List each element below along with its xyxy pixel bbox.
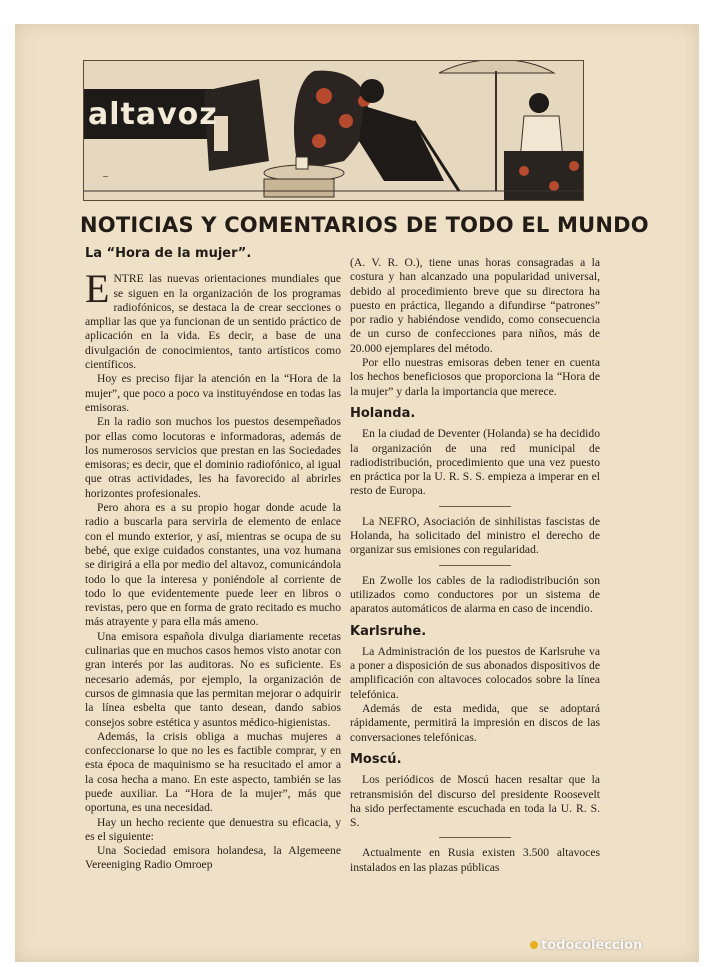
watermark-text: todocoleccion <box>541 938 643 953</box>
paragraph: En la radio son muchos los puestos desempeñados por ellas como locutoras e informadoras, además de los numerosos servicios que prestan en las Sociedades emisoras; es decir, que el dominio radiofónico, al igual que otras actividades, les ha favorecido al abrirles horizontes profesionales. <box>85 415 341 500</box>
section-heading-hora-mujer: La “Hora de la mujer”. <box>85 246 252 261</box>
paragraph: Por ello nuestras emisoras deben tener en cuenta los hechos beneficiosos que proporciona la “Hora de la mujer” y darla la importancia que merece. <box>350 356 600 398</box>
paragraph: Hay un hecho reciente que denuestra su eficacia, y es el siguiente: <box>85 815 341 843</box>
paragraph: Actualmente en Rusia existen 3.500 altavoces instalados en las plazas públicas <box>350 846 600 874</box>
paragraph-text: NTRE las nuevas orientaciones mundiales que se siguen en la organización de los programas radiofónicos, se destaca la de crear secciones o ampliar las que ya funcionan de un sentido práctico de aplicación en la vida. Es decir, a base de una divulgación de conocimientos, tanto artísticos como científicos. <box>85 272 341 372</box>
paragraph: La Administración de los puestos de Karlsruhe va a poner a disposición de sus abonados dispositivos de amplificación con altavoces colocados sobre la línea telefónica. <box>350 644 600 701</box>
header-illustration <box>83 60 584 201</box>
section-heading-moscu: Moscú. <box>350 751 402 767</box>
paragraph: (A. V. R. O.), tiene unas horas consagradas a la costura y han alcanzado una popularidad universal, debido al procedimiento breve que su directora ha puesto en práctica, llegando a difundirse “patrones” por radio y habiéndose vendido, como consecuencia de un curso de confecciones para niños, más de 20.000 ejemplares del método. <box>350 256 600 355</box>
watermark-logo-icon <box>530 941 538 949</box>
divider <box>439 837 511 838</box>
paragraph: Una Sociedad emisora holandesa, la Algemeene Vereeniging Radio Omroep <box>85 844 341 872</box>
paragraph: Hoy es preciso fijar la atención en la “Hora de la mujer”, que poco a poco va instituyéndose en todas las emisoras. <box>85 372 341 414</box>
paragraph: En Zwolle los cables de la radiodistribución son utilizados como conductores por un sistema de aparatos automáticos de alarma en caso de incendio. <box>350 573 600 616</box>
paragraph: Además de esta medida, que se adoptará rápidamente, permitirá la impresión en discos de las conversaciones telefónicas. <box>350 702 600 744</box>
paragraph <box>85 266 341 372</box>
divider <box>439 506 511 507</box>
paragraph: La NEFRO, Asociación de sinhilistas fascistas de Holanda, ha solicitado del ministro el derecho de organizar sus emisiones con regularidad. <box>350 514 600 557</box>
watermark <box>530 938 642 953</box>
left-column <box>85 243 341 873</box>
page-headline: NOTICIAS Y COMENTARIOS DE TODO EL MUNDO <box>80 213 649 237</box>
svg-text:~: ~ <box>102 172 109 181</box>
drop-cap: E <box>85 266 110 312</box>
paragraph: Los periódicos de Moscú hacen resaltar que la retransmisión del discurso del presidente Roosevelt ha sido perfectamente escuchada en toda la U. R. S. S. <box>350 773 600 830</box>
paragraph: Una emisora española divulga diariamente recetas culinarias que en muchos casos hemos visto anotar con gran interés por las auditoras. No es suficiente. Es necesario además, por ejemplo, la organización de cursos de gimnasia que las permitan mejorar o adquirir la línea esbelta que tanto desean, dando sabios consejos sobre estética y asuntos médico-higienistas. <box>85 629 341 729</box>
divider <box>439 565 511 566</box>
paragraph: Además, la crisis obliga a muchas mujeres a confeccionarse lo que no les es factible comprar, y en esta época de maquinismo se ha resucitado el amor a la cosa hecha a mano. En este aspecto, también se las puede auxiliar. La “Hora de la mujer”, más que oportuna, es una necesidad. <box>85 729 341 815</box>
paragraph: Pero ahora es a su propio hogar donde acude la radio a buscarla para servirla de elemento de enlace con el mundo exterior, y así, mientras se ocupa de su bebé, que exige cuidados constantes, una voz humana se dirigirá a ella por medio del altavoz, comunicándola todo lo que la interesa y poniéndole al corriente de todo lo que evidentemente puede leer en libros o revistas, pero que en forma de grato recitado es mucho más atrayente y para ella más ameno. <box>85 501 341 629</box>
paragraph: En la ciudad de Deventer (Holanda) se ha decidido la organización de una red municipal de radiodistribución, procedimiento que una vez puesto en práctica por la U. R. S. S. empieza a imperar en el resto de Europa. <box>350 427 600 498</box>
right-column <box>350 256 600 875</box>
section-heading-karlsruhe: Karlsruhe. <box>350 623 427 639</box>
altavoz-wordmark: altavoz <box>88 97 218 132</box>
section-heading-holanda: Holanda. <box>350 405 416 421</box>
